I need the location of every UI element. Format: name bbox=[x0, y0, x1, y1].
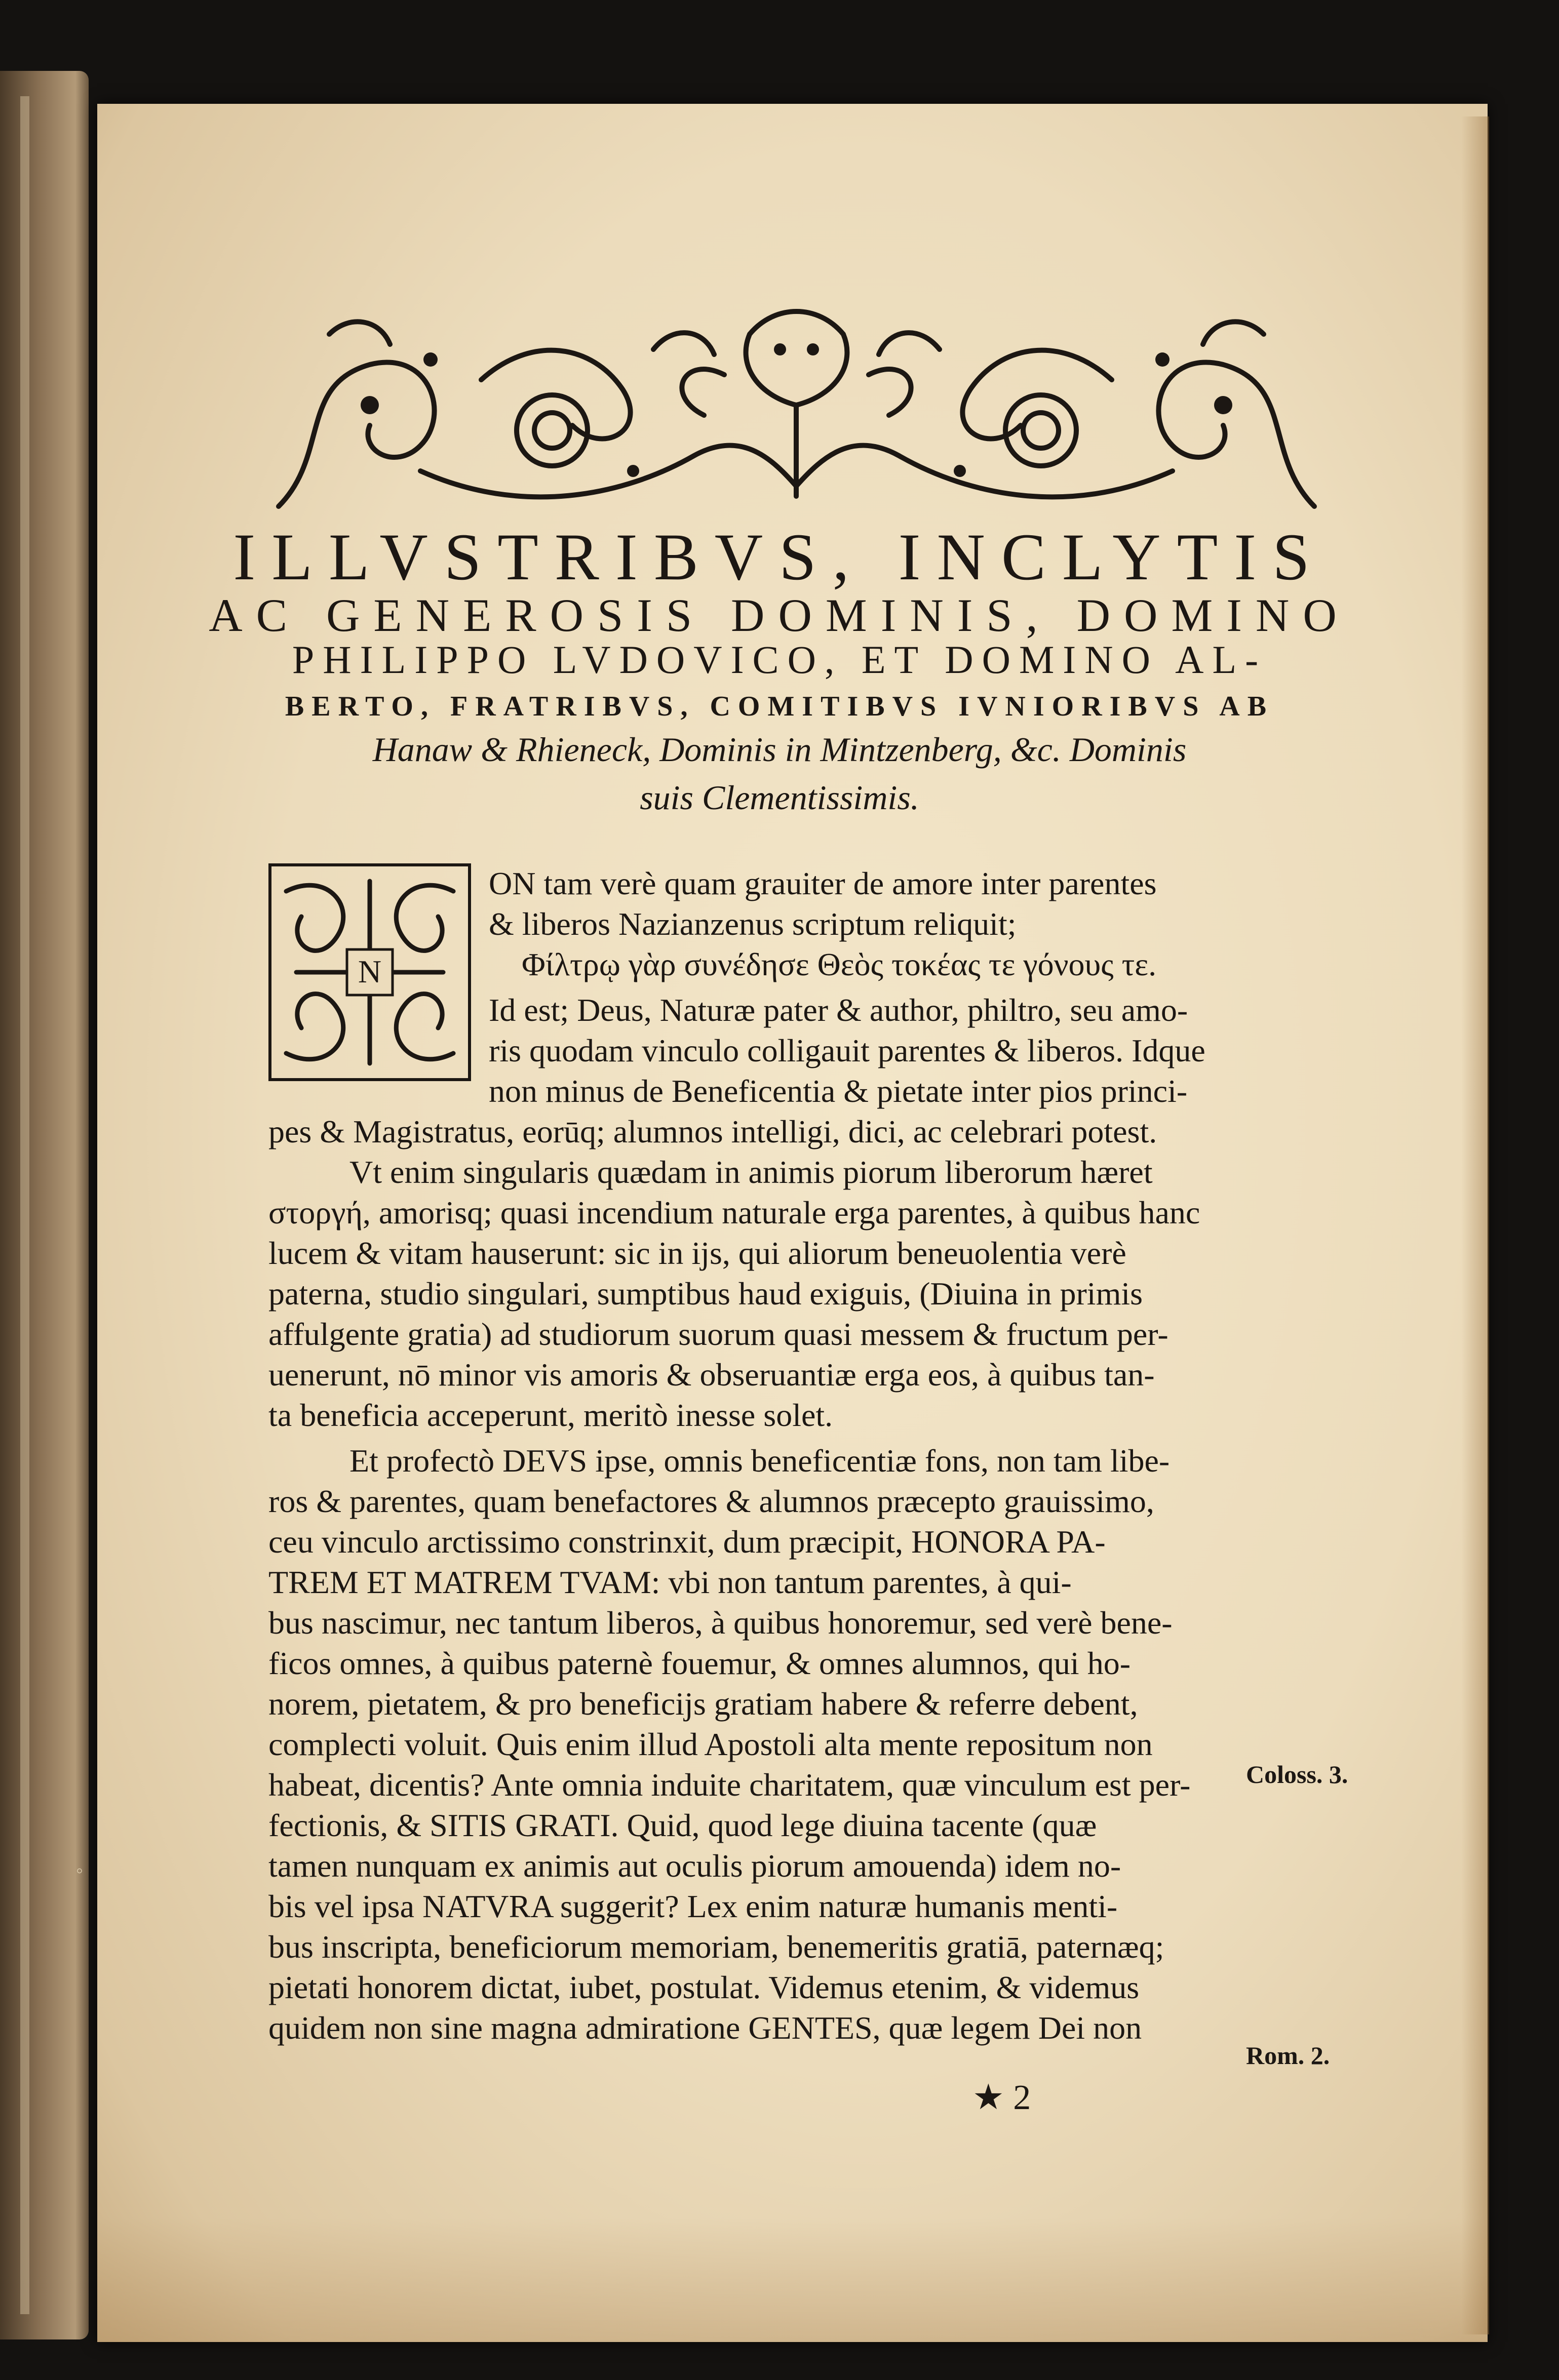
body-line: & liberos Nazianzenus scriptum reliquit; bbox=[489, 906, 1017, 942]
body-line: ris quodam vinculo colligauit parentes & liberos. Idque bbox=[489, 1033, 1205, 1068]
body-line: Id est; Deus, Naturæ pater & author, philtro, seu amo- bbox=[489, 992, 1188, 1028]
body-line: bis vel ipsa NATVRA suggerit? Lex enim naturæ humanis menti- bbox=[268, 1888, 1118, 1924]
body-line: quidem non sine magna admiratione GENTES, quæ legem Dei non bbox=[268, 2010, 1142, 2046]
body-line: tamen nunquam ex animis aut oculis piorum amouenda) idem no- bbox=[268, 1848, 1121, 1884]
body-line: affulgente gratia) ad studiorum suorum quasi messem & fructum per- bbox=[268, 1316, 1168, 1352]
signature-mark: ★ 2 bbox=[972, 2078, 1031, 2117]
body-line-greek: Φίλτρῳ γὰρ συνέδησε Θεὸς τοκέας τε γόνους τε. bbox=[522, 946, 1157, 982]
facing-page bbox=[0, 71, 89, 2339]
body-line: fectionis, & SITIS GRATI. Quid, quod lege diuina tacente (quæ bbox=[268, 1807, 1097, 1843]
title-line-2: AC GENEROSIS DOMINIS, DOMINO bbox=[209, 589, 1350, 641]
title-line-1: ILLVSTRIBVS, INCLYTIS bbox=[233, 520, 1326, 594]
body-line: complecti voluit. Quis enim illud Apostoli alta mente repositum non bbox=[268, 1726, 1153, 1762]
body-line: habeat, dicentis? Ante omnia induite charitatem, quæ vinculum est per- bbox=[268, 1767, 1191, 1803]
body-line: ta beneficia acceperunt, meritò inesse solet. bbox=[268, 1397, 833, 1433]
initial-letter: N bbox=[358, 954, 382, 989]
decorated-initial bbox=[266, 861, 474, 1084]
body-line: uenerunt, nō minor vis amoris & obseruantiæ erga eos, à quibus tan- bbox=[268, 1357, 1155, 1393]
body-line: ON tam verè quam grauiter de amore inter parentes bbox=[489, 865, 1157, 901]
title-line-3: PHILIPPO LVDOVICO, ET DOMINO AL- bbox=[292, 638, 1267, 682]
body-line: ros & parentes, quam benefactores & alumnos præcepto grauissimo, bbox=[268, 1483, 1154, 1519]
title-line-6: suis Clementissimis. bbox=[640, 778, 919, 817]
marginal-note-rom: Rom. 2. bbox=[1246, 2041, 1330, 2070]
page-edge-shadow bbox=[1461, 116, 1489, 2334]
body-line: ceu vinculo arctissimo constrinxit, dum præcipit, HONORA PA- bbox=[268, 1524, 1106, 1560]
body-line: Vt enim singularis quædam in animis piorum liberorum hæret bbox=[349, 1154, 1153, 1190]
ornamental-headpiece bbox=[268, 304, 1324, 519]
body-line: pes & Magistratus, eorūq; alumnos intelligi, dici, ac celebrari potest. bbox=[268, 1114, 1157, 1149]
body-line: στοργή, amorisq; quasi incendium naturale erga parentes, à quibus hanc bbox=[268, 1195, 1200, 1231]
body-line: pietati honorem dictat, iubet, postulat. Videmus etenim, & videmus bbox=[268, 1969, 1140, 2005]
page-stain bbox=[97, 2218, 1488, 2342]
binding-mark: ◦ bbox=[76, 1859, 84, 1882]
title-line-5: Hanaw & Rhieneck, Dominis in Mintzenberg, &c. Dominis bbox=[372, 730, 1187, 769]
body-line: ficos omnes, à quibus paternè fouemur, & omnes alumnos, qui ho- bbox=[268, 1645, 1131, 1681]
body-line: TREM ET MATREM TVAM: vbi non tantum parentes, à qui- bbox=[268, 1564, 1072, 1600]
body-line: bus inscripta, beneficiorum memoriam, benemeritis gratiā, paternæq; bbox=[268, 1929, 1164, 1965]
marginal-note-coloss: Coloss. 3. bbox=[1246, 1760, 1348, 1789]
body-line: lucem & vitam hauserunt: sic in ijs, qui aliorum beneuolentia verè bbox=[268, 1235, 1126, 1271]
body-line: Et profectò DEVS ipse, omnis beneficentiæ fons, non tam libe- bbox=[349, 1443, 1170, 1479]
facing-page-edge bbox=[20, 96, 29, 2314]
body-line: norem, pietatem, & pro beneficijs gratiam habere & referre debent, bbox=[268, 1686, 1138, 1722]
body-line: paterna, studio singulari, sumptibus haud exiguis, (Diuina in primis bbox=[268, 1276, 1143, 1312]
body-line: bus nascimur, nec tantum liberos, à quibus honoremur, sed verè bene- bbox=[268, 1605, 1173, 1641]
title-line-4: BERTO, FRATRIBVS, COMITIBVS IVNIORIBVS AB bbox=[285, 691, 1274, 722]
body-line: non minus de Beneficentia & pietate inter pios princi- bbox=[489, 1073, 1188, 1109]
